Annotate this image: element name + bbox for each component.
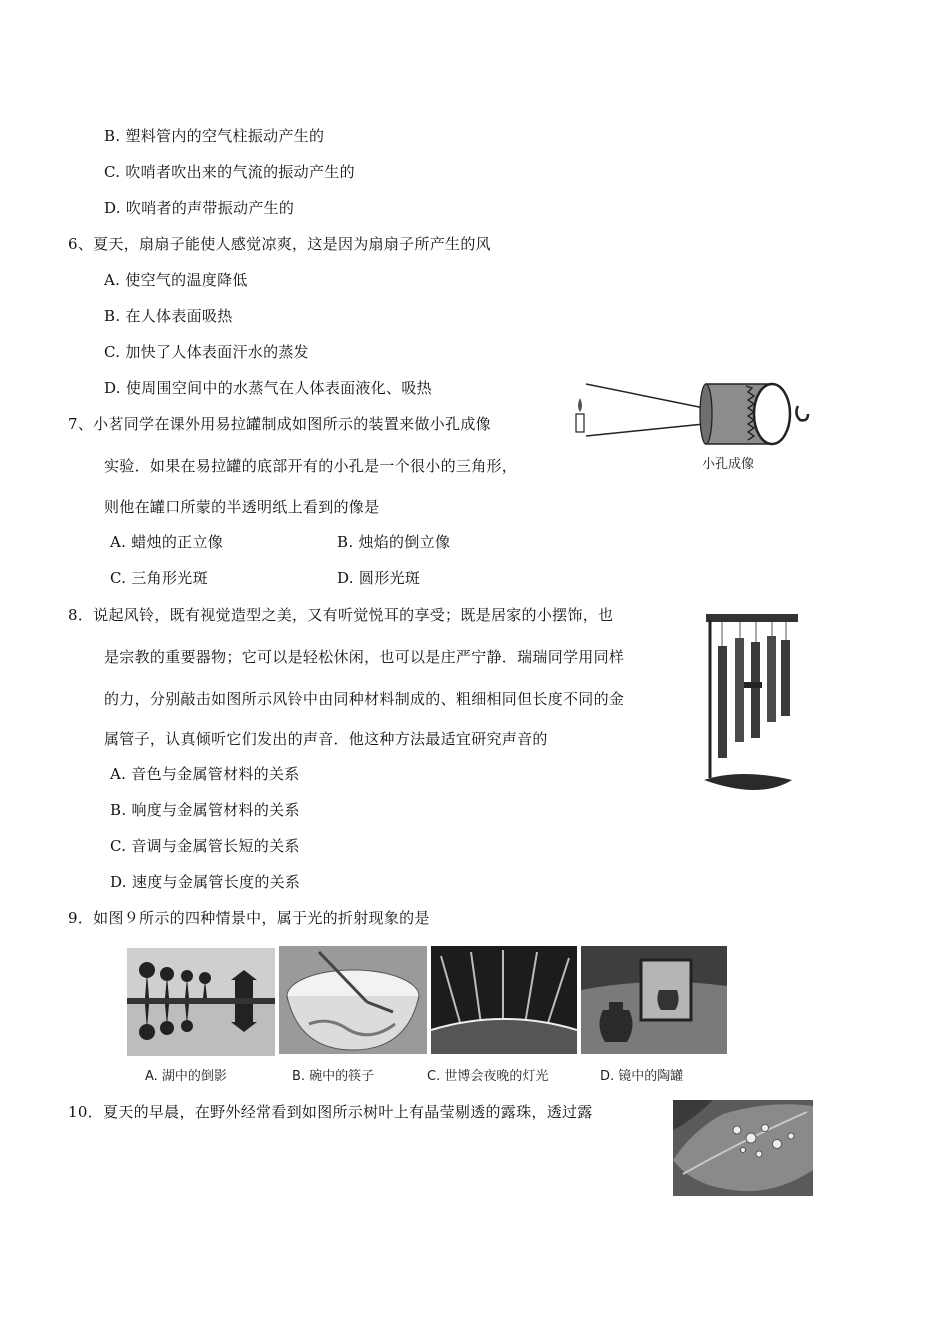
q5-option-c: C. 吹哨者吹出来的气流的振动产生的 <box>104 163 355 181</box>
q8-line-4: 属管子，认真倾听它们发出的声音．他这种方法最适宜研究声音的 <box>104 730 548 748</box>
q5-option-d: D. 吹哨者的声带振动产生的 <box>104 199 295 217</box>
wind-chime-figure <box>700 610 805 810</box>
q7-option-d: D. 圆形光斑 <box>337 569 421 587</box>
q6-stem: 6、夏天，扇扇子能使人感觉凉爽，这是因为扇扇子所产生的风 <box>68 235 491 253</box>
q8-option-a: A. 音色与金属管材料的关系 <box>110 765 300 783</box>
leaf-dewdrops-figure <box>673 1100 813 1196</box>
q8-line-1: 8．说起风铃，既有视觉造型之美，又有听觉悦耳的享受；既是居家的小摆饰，也 <box>68 606 614 624</box>
q7-option-a: A. 蜡烛的正立像 <box>110 533 224 551</box>
q7-option-c: C. 三角形光斑 <box>110 569 208 587</box>
q9-caption-d: D. 镜中的陶罐 <box>600 1069 684 1084</box>
q7-line-1: 7、小茗同学在课外用易拉罐制成如图所示的装置来做小孔成像 <box>68 415 491 433</box>
pinhole-camera-figure <box>572 376 822 476</box>
q8-line-3: 的力，分别敲击如图所示风铃中由同种材料制成的、粗细相同但长度不同的金 <box>104 690 625 708</box>
expo-night-lights-image <box>431 946 577 1054</box>
lake-reflection-image <box>127 948 275 1056</box>
bowl-chopsticks-image <box>279 946 427 1054</box>
q6-option-d: D. 使周围空间中的水蒸气在人体表面液化、吸热 <box>104 379 432 397</box>
q7-option-b: B. 烛焰的倒立像 <box>337 533 451 551</box>
q10-line-1: 10．夏天的早晨，在野外经常看到如图所示树叶上有晶莹剔透的露珠，透过露 <box>68 1103 593 1121</box>
pinhole-figure-caption: 小孔成像 <box>702 457 755 472</box>
q5-option-b: B. 塑料管内的空气柱振动产生的 <box>104 127 325 145</box>
mirror-jar-image <box>581 946 727 1054</box>
q8-line-2: 是宗教的重要器物；它可以是轻松休闲，也可以是庄严宁静．瑞瑞同学用同样 <box>104 648 625 666</box>
q6-option-a: A. 使空气的温度降低 <box>104 271 248 289</box>
q9-caption-b: B. 碗中的筷子 <box>292 1069 375 1084</box>
q7-line-3: 则他在罐口所蒙的半透明纸上看到的像是 <box>104 498 380 516</box>
q6-option-b: B. 在人体表面吸热 <box>104 307 233 325</box>
q7-line-2: 实验．如果在易拉罐的底部开有的小孔是一个很小的三角形， <box>104 457 518 475</box>
q8-option-b: B. 响度与金属管材料的关系 <box>110 801 300 819</box>
q8-option-d: D. 速度与金属管长度的关系 <box>110 873 301 891</box>
q6-option-c: C. 加快了人体表面汗水的蒸发 <box>104 343 309 361</box>
q9-caption-a: A. 湖中的倒影 <box>145 1069 227 1084</box>
q9-caption-c: C. 世博会夜晚的灯光 <box>427 1069 549 1084</box>
q9-stem: 9．如图９所示的四种情景中，属于光的折射现象的是 <box>68 909 430 927</box>
q8-option-c: C. 音调与金属管长短的关系 <box>110 837 300 855</box>
